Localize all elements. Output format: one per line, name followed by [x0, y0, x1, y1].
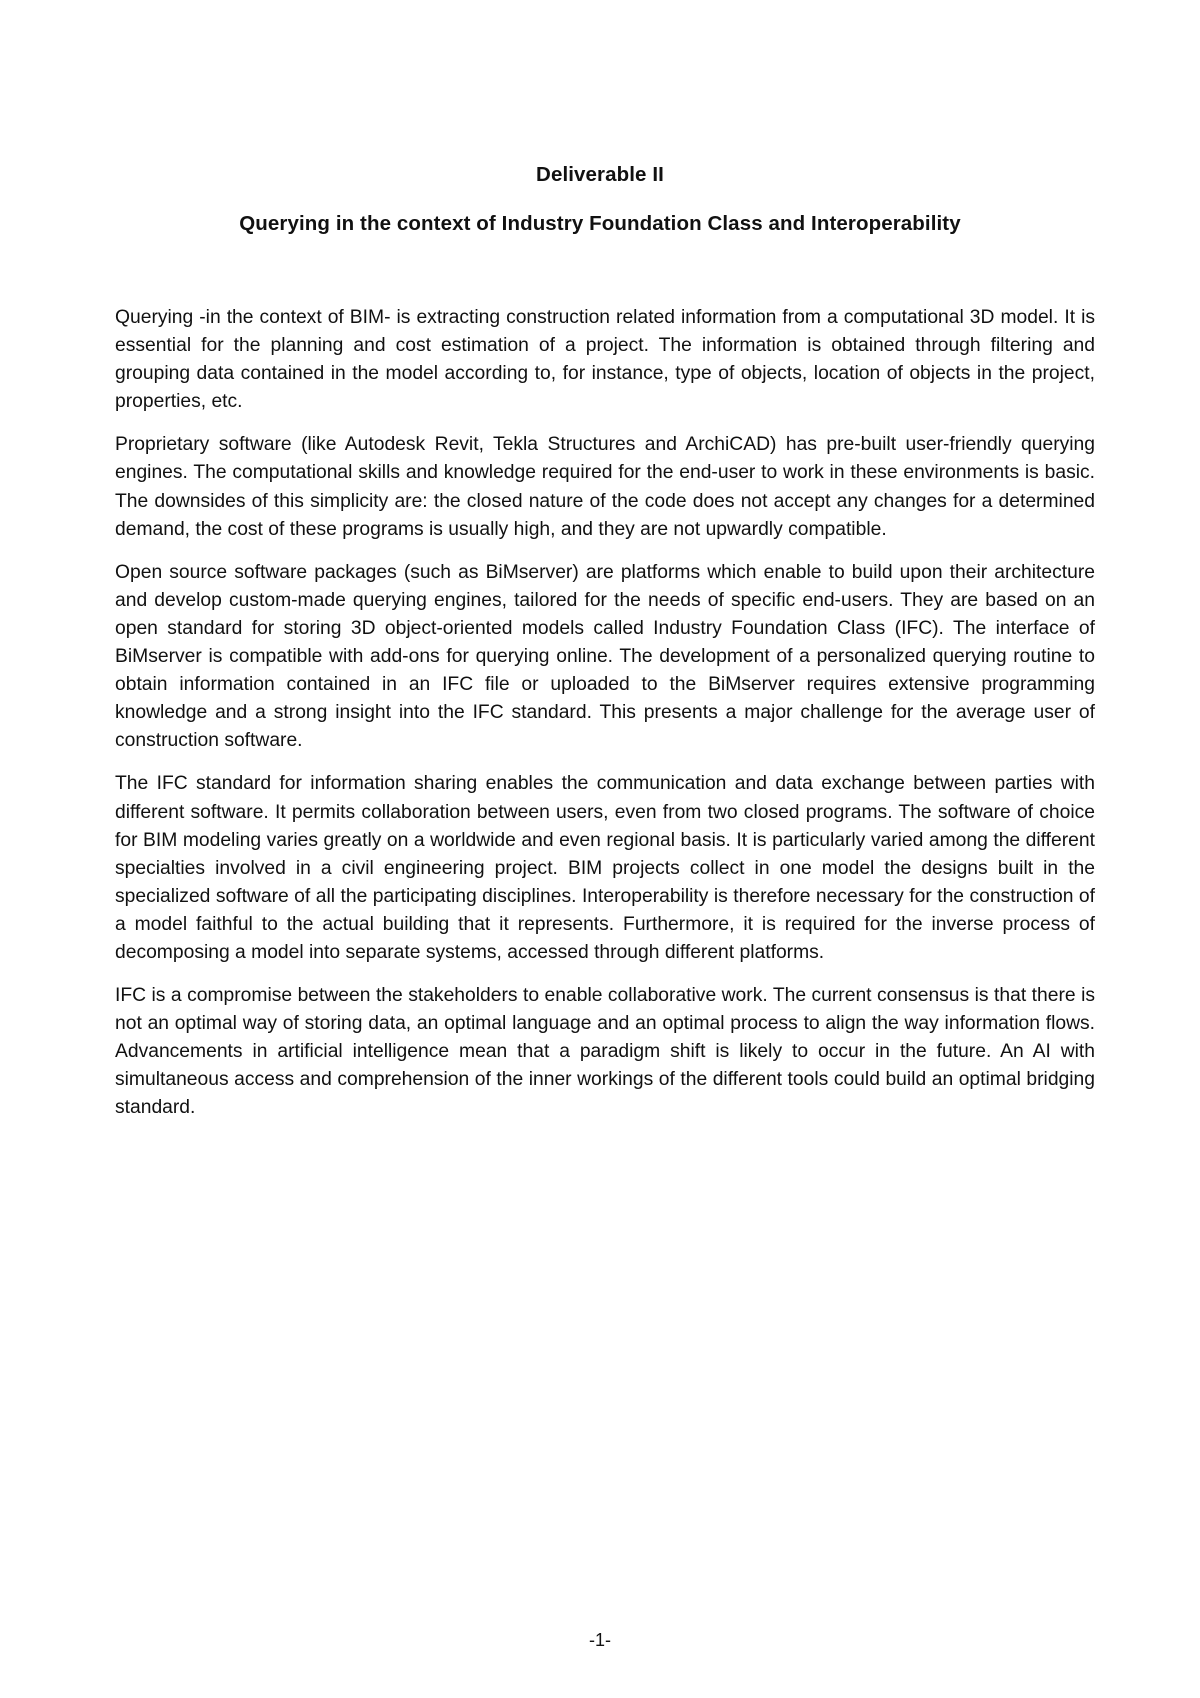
paragraph-querying-definition: Querying -in the context of BIM- is extracting construction related information from a computational 3D model. It is essential for the planning and cost estimation of a project. The information is obtained through filtering and grouping data contained in the model according to, for instance, type of objects, location of objects in the project, properties, etc.	[115, 307, 1095, 413]
page-number: -1-	[589, 1630, 611, 1650]
paragraph-ifc-standard: The IFC standard for information sharing enables the communication and data exchange between parties with different software. It permits collaboration between users, even from two closed programs. The software of choice for BIM modeling varies greatly on a worldwide and even regional basis. It is particularly varied among the different specialties involved in a civil engineering project. BIM projects collect in one model the designs built in the specialized software of all the participating disciplines. Interoperability is therefore necessary for the construction of a model faithful to the actual building that it represents. Furthermore, it is required for the inverse process of decomposing a model into separate systems, accessed through different platforms.	[115, 773, 1095, 963]
document-subtitle: Querying in the context of Industry Foundation Class and Interoperability	[239, 212, 961, 235]
paragraph-ifc-compromise: IFC is a compromise between the stakeholders to enable collaborative work. The current consensus is that there is not an optimal way of storing data, an optimal language and an optimal process to align the way information flows. Advancements in artificial intelligence mean that a paradigm shift is likely to occur in the future. An AI with simultaneous access and comprehension of the inner workings of the different tools could build an optimal bridging standard.	[115, 985, 1095, 1119]
paragraph-open-source-software: Open source software packages (such as BiMserver) are platforms which enable to build upon their architecture and develop custom-made querying engines, tailored for the needs of specific end-users. They are based on an open standard for storing 3D object-oriented models called Industry Foundation Class (IFC). The interface of BiMserver is compatible with add-ons for querying online. The development of a personalized querying routine to obtain information contained in an IFC file or uploaded to the BiMserver requires extensive programming knowledge and a strong insight into the IFC standard. This presents a major challenge for the average user of construction software.	[115, 561, 1095, 752]
document-body	[115, 304, 1095, 1138]
paragraph-proprietary-software: Proprietary software (like Autodesk Revit, Tekla Structures and ArchiCAD) has pre-built user-friendly querying engines. The computational skills and knowledge required for the end-user to work in these environments is basic. The downsides of this simplicity are: the closed nature of the code does not accept any changes for a determined demand, the cost of these programs is usually high, and they are not upwardly compatible.	[115, 434, 1095, 540]
document-title: Deliverable II	[536, 163, 664, 186]
